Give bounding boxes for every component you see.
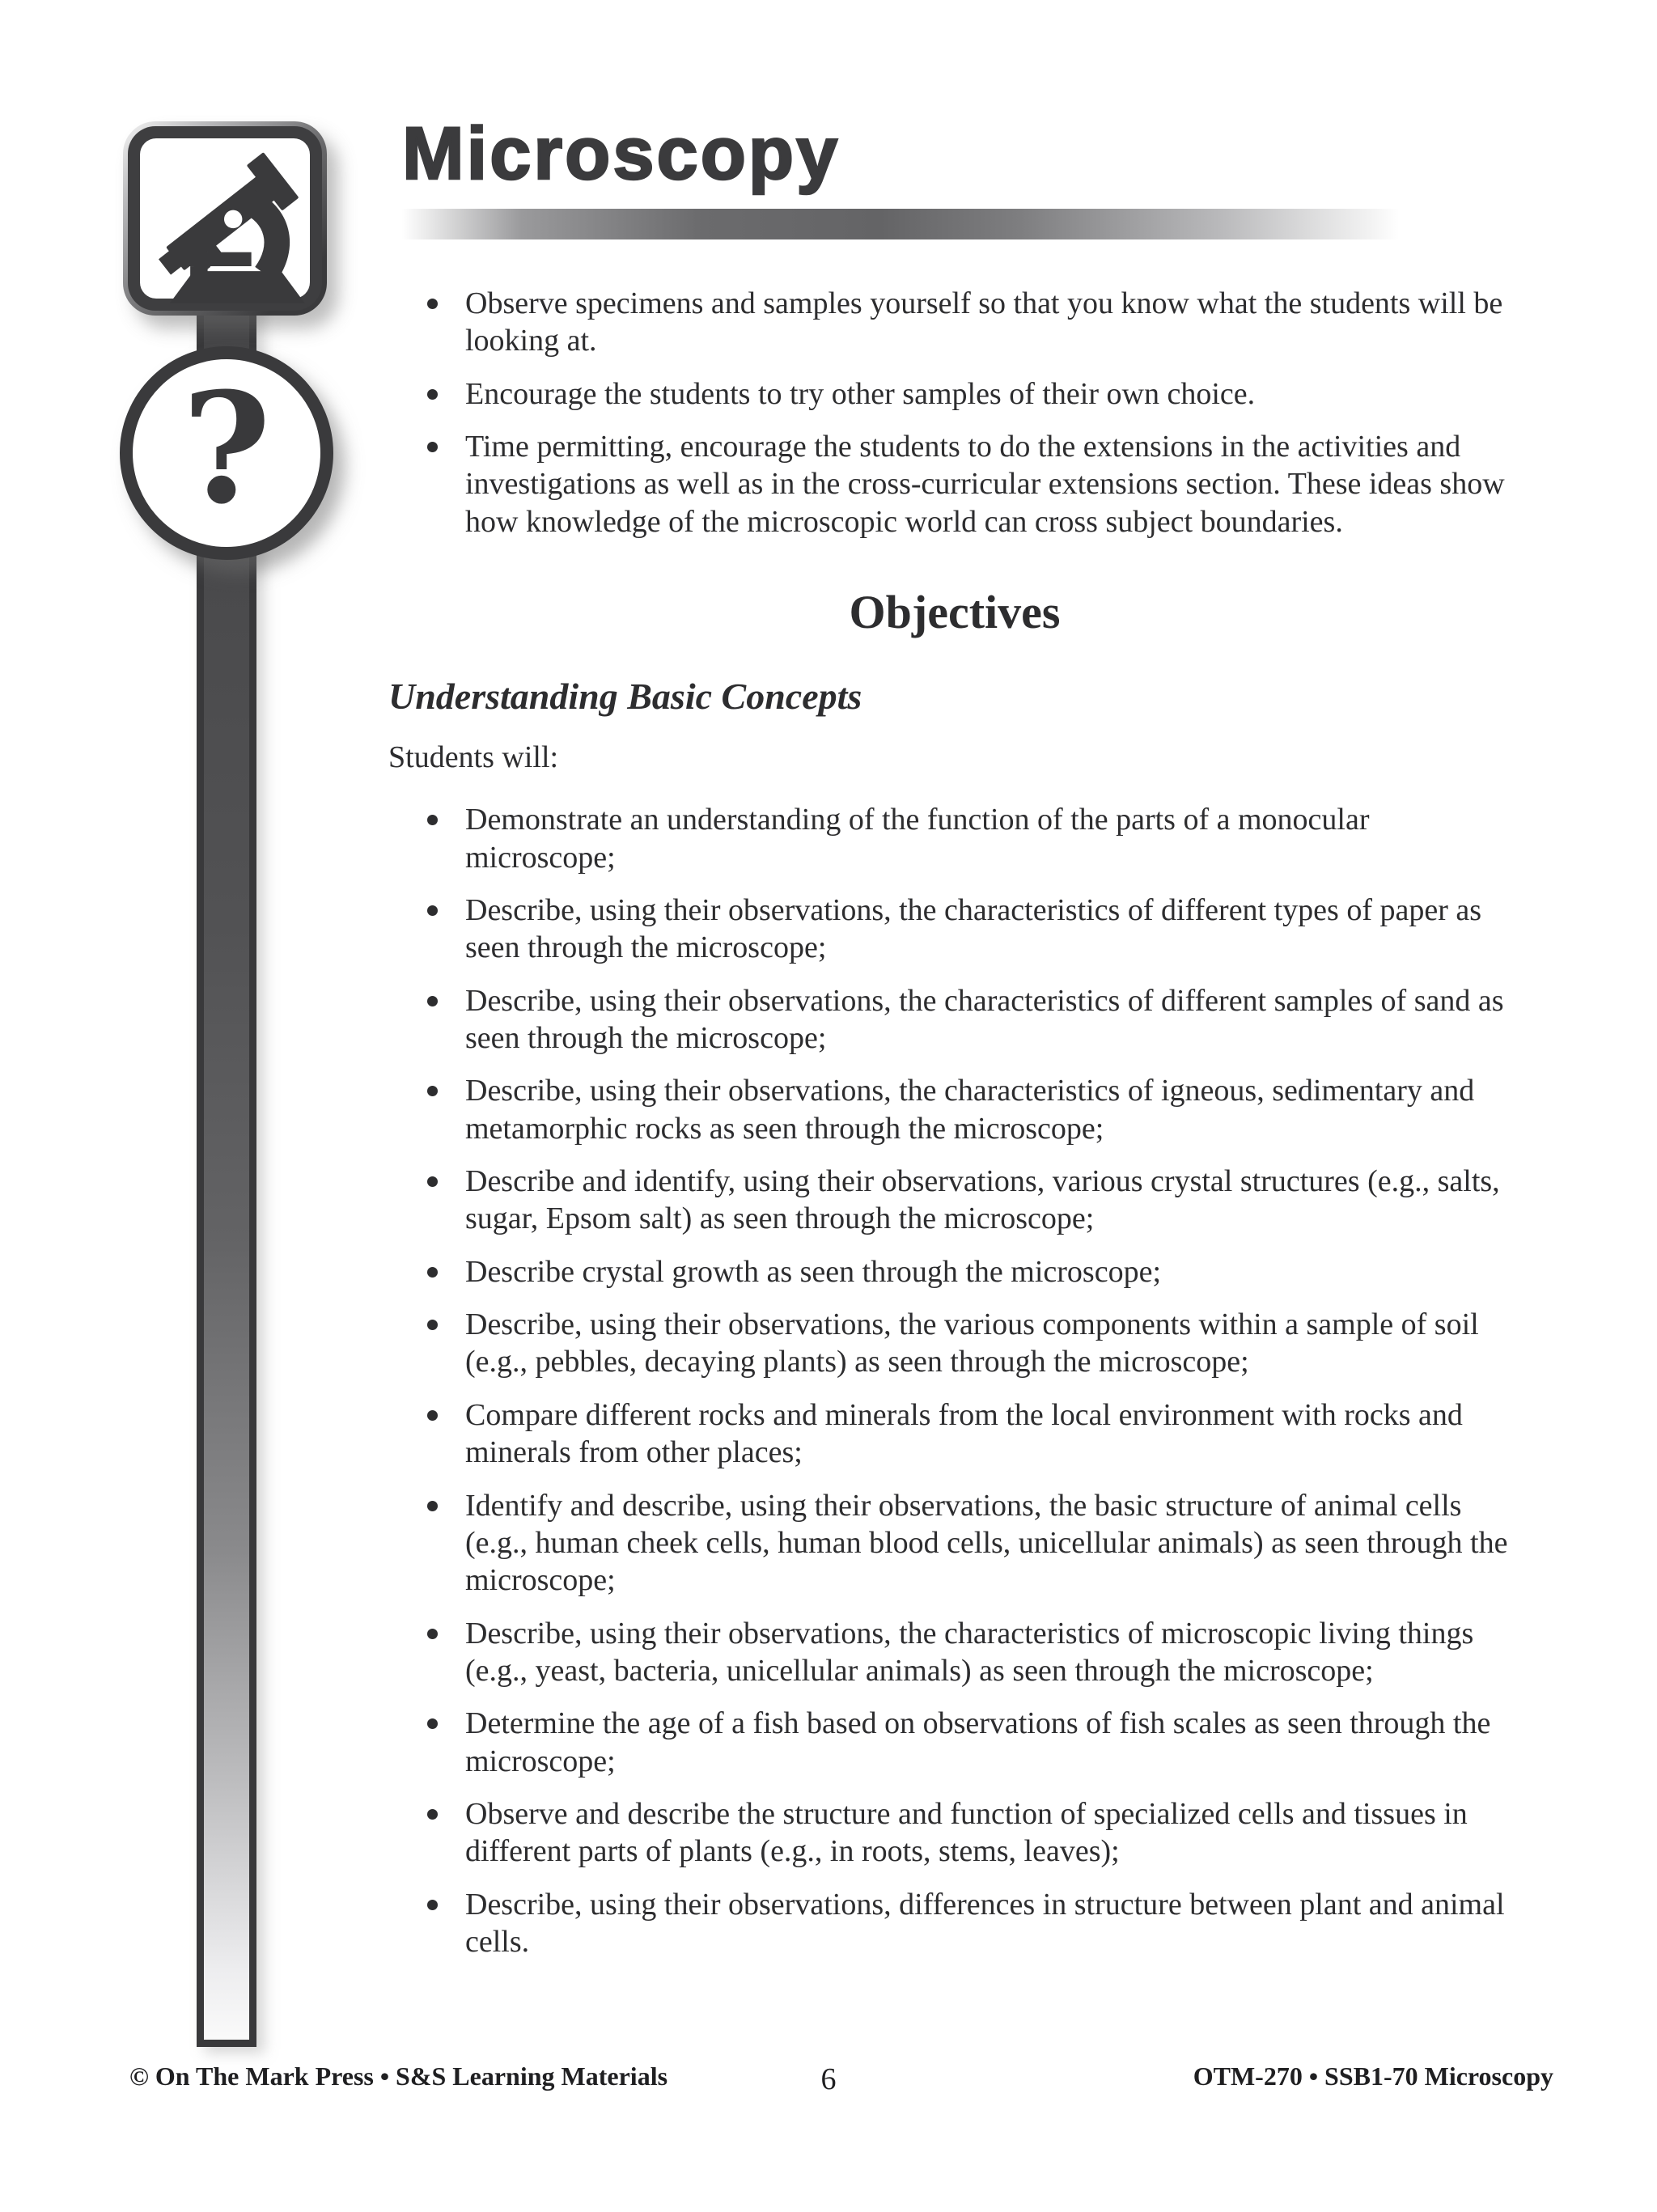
objectives-heading: Objectives <box>849 586 1061 639</box>
objective-item-text: Demonstrate an understanding of the function of the parts of a monocular microscope; <box>465 803 1370 875</box>
objective-list-item <box>388 1615 1521 1690</box>
microscope-icon <box>142 141 307 306</box>
objective-list-item <box>388 1795 1521 1871</box>
objectives-list <box>388 801 1521 1960</box>
bullet-dot <box>427 1900 438 1910</box>
objective-item-text: Identify and describe, using their observations, the basic structure of animal cells (e.g., human cheek cells, human blood cells, unicellular animals) as seen through the microscope; <box>465 1488 1508 1598</box>
objective-list-item <box>388 1253 1521 1290</box>
objective-list-item <box>388 801 1521 876</box>
bullet-dot <box>427 1410 438 1421</box>
bullet-dot <box>427 299 438 309</box>
objective-list-item <box>388 982 1521 1057</box>
page-footer <box>0 2062 1657 2110</box>
bullet-dot <box>427 905 438 916</box>
bullet-dot <box>427 1809 438 1820</box>
students-will-lead: Students will: <box>388 740 559 775</box>
footer-page-number: 6 <box>820 2062 837 2096</box>
intro-item-text: Encourage the students to try other samples of their own choice. <box>465 376 1256 411</box>
objective-list-item <box>388 1163 1521 1238</box>
page-title: Microscopy <box>402 112 841 195</box>
objective-item-text: Describe, using their observations, differences in structure between plant and animal cells. <box>465 1887 1505 1960</box>
bullet-dot <box>427 1176 438 1187</box>
objective-item-text: Describe and identify, using their observations, various crystal structures (e.g., salts, sugar, Epsom salt) as seen through the microscope; <box>465 1164 1500 1236</box>
objective-item-text: Determine the age of a fish based on observations of fish scales as seen through the microscope; <box>465 1706 1491 1778</box>
objective-item-text: Describe, using their observations, the characteristics of different samples of sand as seen through the microscope; <box>465 983 1504 1055</box>
objective-list-item <box>388 1886 1521 1961</box>
bullet-dot <box>427 996 438 1006</box>
page-content <box>388 285 1521 1977</box>
objective-list-item <box>388 1396 1521 1472</box>
bullet-dot <box>427 1629 438 1639</box>
objective-item-text: Compare different rocks and minerals from the local environment with rocks and minerals from other places; <box>465 1397 1463 1470</box>
objective-list-item <box>388 1072 1521 1147</box>
objective-list-item <box>388 892 1521 967</box>
bullet-dot <box>427 1267 438 1278</box>
bullet-dot <box>427 442 438 452</box>
objective-item-text: Describe, using their observations, the characteristics of igneous, sedimentary and metamorphic rocks as seen through the microscope; <box>465 1074 1475 1146</box>
bullet-dot <box>427 1086 438 1096</box>
intro-list-item <box>388 375 1521 413</box>
objective-list-item <box>388 1705 1521 1780</box>
objective-item-text: Describe, using their observations, the characteristics of microscopic living things (e.g., yeast, bacteria, unicellular animals) as seen through the microscope; <box>465 1616 1474 1688</box>
title-underline-bar <box>402 209 1399 239</box>
objectives-subheading: Understanding Basic Concepts <box>388 676 862 718</box>
intro-item-text: Time permitting, encourage the students to do the extensions in the activities and investigations as well as in the cross-curricular extensions section. These ideas show how knowledge of the microscopic world can cross subject boundaries. <box>465 430 1505 539</box>
objective-item-text: Describe, using their observations, the characteristics of different types of paper as seen through the microscope; <box>465 892 1482 965</box>
objective-list-item <box>388 1306 1521 1381</box>
objective-item-text: Observe and describe the structure and function of specialized cells and tissues in different parts of plants (e.g., in roots, stems, leaves); <box>465 1797 1468 1869</box>
bullet-dot <box>427 1718 438 1729</box>
intro-item-text: Observe specimens and samples yourself so that you know what the students will be looking at. <box>465 286 1503 358</box>
bullet-dot <box>427 815 438 825</box>
question-mark-icon: ? <box>181 359 272 538</box>
bullet-dot <box>427 1320 438 1330</box>
footer-product-code: OTM-270 • SSB1-70 Microscopy <box>1193 2062 1553 2091</box>
intro-bullet-list <box>388 285 1521 540</box>
question-circle <box>120 346 333 560</box>
footer-publisher: © On The Mark Press • S&S Learning Materials <box>129 2062 668 2091</box>
intro-list-item <box>388 428 1521 540</box>
bullet-dot <box>427 1501 438 1511</box>
intro-list-item <box>388 285 1521 360</box>
objective-item-text: Describe crystal growth as seen through the microscope; <box>465 1254 1162 1289</box>
objective-list-item <box>388 1487 1521 1600</box>
bullet-dot <box>427 389 438 400</box>
objective-item-text: Describe, using their observations, the various components within a sample of soil (e.g., pebbles, decaying plants) as seen through the microscope; <box>465 1307 1479 1379</box>
microscope-sign <box>123 121 327 316</box>
